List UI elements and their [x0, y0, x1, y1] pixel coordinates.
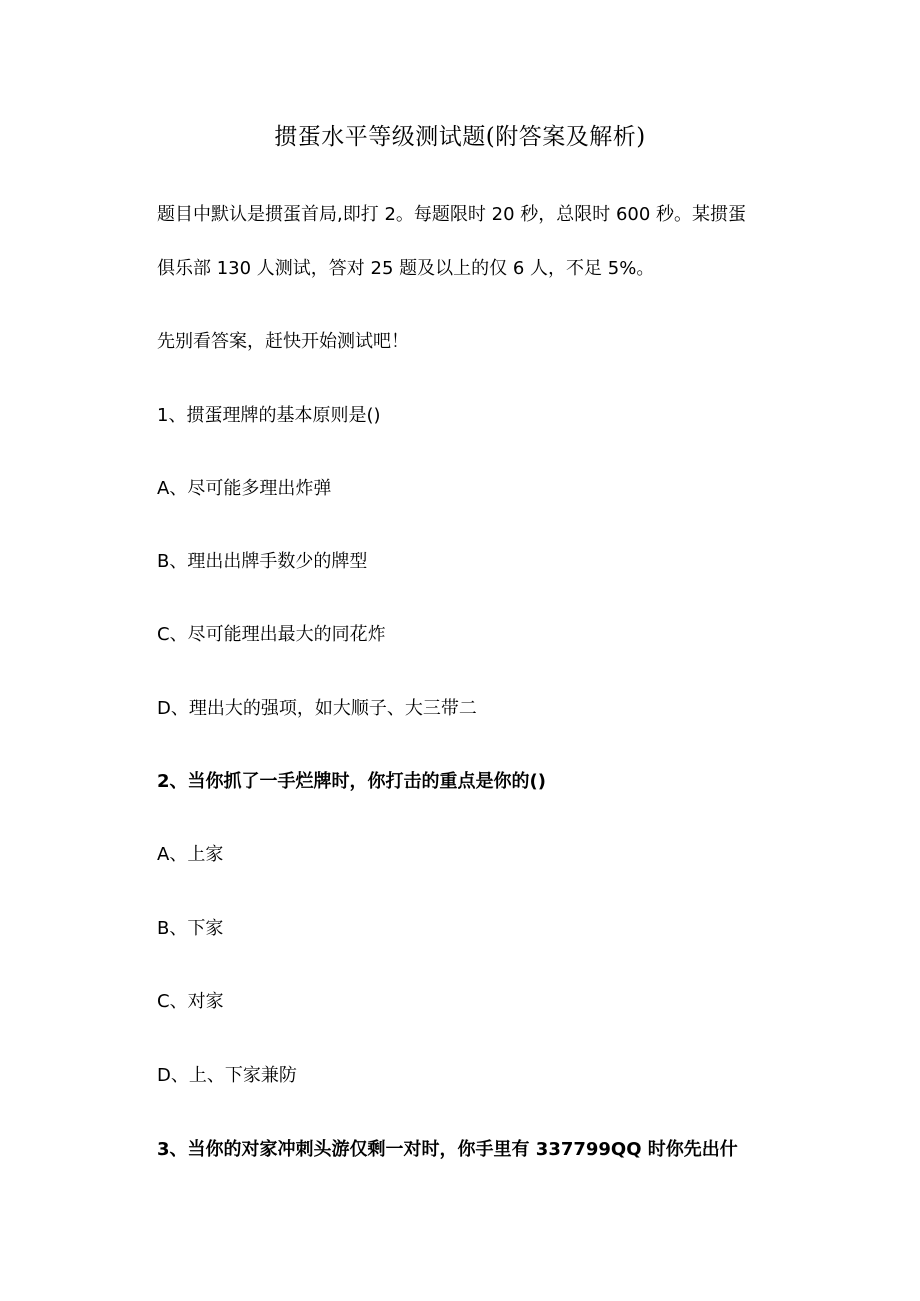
question-1: 1、掼蛋理牌的基本原则是()	[157, 405, 381, 426]
question-2-option-d: D、上、下家兼防	[157, 1065, 297, 1086]
intro-paragraph-line-1: 题目中默认是掼蛋首局,即打 2。每题限时 20 秒，总限时 600 秒。某掼蛋	[157, 204, 747, 225]
question-2-option-b: B、下家	[157, 918, 224, 939]
question-2-option-a: A、上家	[157, 844, 224, 865]
question-3: 3、当你的对家冲刺头游仅剩一对时，你手里有 337799QQ 时你先出什	[157, 1139, 738, 1160]
call-to-action-text: 先别看答案，赶快开始测试吧！	[157, 331, 409, 352]
question-1-option-c: C、尽可能理出最大的同花炸	[157, 624, 386, 645]
question-1-option-b: B、理出出牌手数少的牌型	[157, 551, 368, 572]
intro-paragraph-line-2: 俱乐部 130 人测试，答对 25 题及以上的仅 6 人，不足 5%。	[157, 258, 655, 279]
question-1-option-a: A、尽可能多理出炸弹	[157, 478, 332, 499]
question-2-option-c: C、对家	[157, 991, 224, 1012]
document-title: 掼蛋水平等级测试题(附答案及解析)	[274, 124, 646, 150]
question-2: 2、当你抓了一手烂牌时，你打击的重点是你的()	[157, 771, 546, 792]
question-1-option-d: D、理出大的强项，如大顺子、大三带二	[157, 698, 477, 719]
